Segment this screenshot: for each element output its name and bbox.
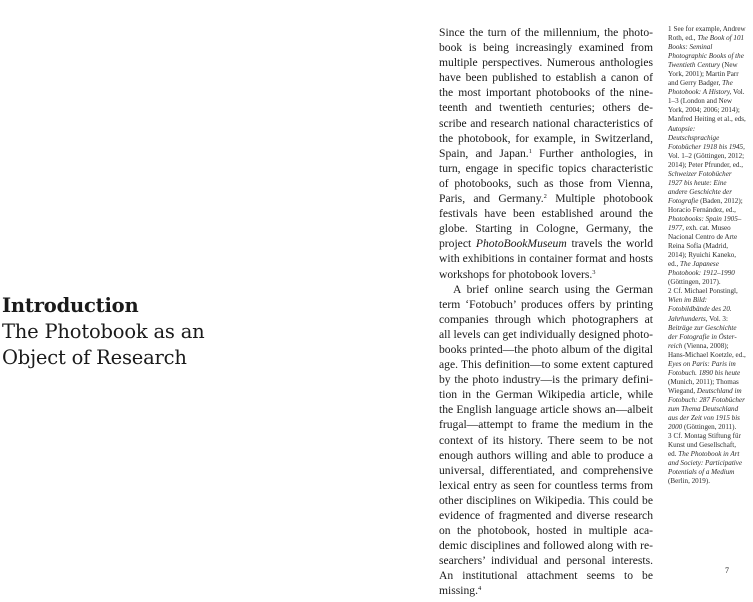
footnotes-column: [668, 25, 746, 486]
italic-text: The Photobook: A History,: [668, 79, 733, 97]
text-run: (Berlin, 2019).: [668, 477, 710, 486]
text-run: Cf. Montag Stiftung für Kunst und Gesellschaft, ed.: [668, 432, 741, 459]
text-run: (Vienna, 2008); Hans-Michael Koetzle, ed.,: [668, 341, 746, 359]
footnote-number: 2: [668, 287, 672, 296]
footnote-number: 3: [668, 432, 672, 441]
italic-text: Beiträge zur Geschichte der Fotografie in Österreich: [668, 323, 737, 350]
text-run: Vol. 3:: [707, 314, 728, 323]
italic-text: The Photobook in Art and Society: Participative Potentials of a Medium: [668, 450, 743, 477]
chapter-title: Introduction: [2, 294, 139, 317]
text-run: Cf. Michael Ponstingl,: [673, 287, 738, 296]
italic-text: Autopsie: Deutschsprachige Fotobücher 1918 bis 1945,: [668, 124, 745, 151]
text-run: Multiple photobook festivals have been established around the globe. Starting in Cologne, Germany, the project: [439, 192, 654, 251]
text-run: (New York, 2001); Martin Parr and Gerry Badger,: [668, 61, 739, 88]
chapter-heading: [2, 293, 252, 371]
text-run: (Göttingen, 2011).: [682, 423, 737, 432]
footnote-ref: 4: [477, 585, 482, 593]
text-run: (Baden, 2012); Horacio Fernández, ed.,: [668, 196, 743, 214]
body-paragraph: [439, 282, 653, 599]
body-text: [439, 25, 653, 599]
footnote: [668, 287, 746, 432]
text-run: Further anthologies, in turn, engage in specific topics characteristic of photobooks, such as those from Vienna, Paris, and Germany.: [439, 146, 653, 206]
italic-text: PhotoBookMuseum: [475, 237, 567, 251]
text-run: exh. cat. Museo Nacional Centro de Arte Reina Sofía (Madrid, 2014); Ryuichi Kaneko, ed.,: [668, 224, 738, 269]
italic-text: Schweizer Fotobücher 1927 bis heute: Eine andere Geschichte der Fotografie: [668, 169, 732, 205]
footnote-ref: 2: [543, 193, 547, 201]
footnote: [668, 25, 746, 287]
italic-text: Eyes on Paris: Paris im Fotobuch. 1890 bis heute: [668, 359, 741, 377]
text-run: travels the world with exhibitions in container format and hosts workshops for photobook lovers.: [439, 237, 654, 281]
text-run: See for example, Andrew Roth, ed.,: [668, 25, 746, 43]
text-run: Vol. 1–3 (London and New York, 2004; 2006; 2014); Manfred Heiting et al., eds,: [668, 88, 746, 124]
italic-text: Deutschland im Fotobuch: 287 Fotobücher zum Thema Deutschland aus der Zeit von 1915 bis 2000: [668, 386, 745, 432]
text-run: A brief online search using the German term ‘Fotobuch’ produces offers by printing companies through which photographers at all levels can get individually designed photobooks printed—the photo album of the digital age. This definition—to some extent captured by the photo industry—is the primary definition in the German Wikipedia article, while the English language article shows an—albeit frugal—attempt to frame the medium in the context of its history. There seem to be not enough authors willing and able to produce a universal, differentiated, and comprehensive lexical entry as seen for countless terms from other disciplines on Wikipedia. This could be evidence of fragmented and diverse research on the photobook, hosted in multiple academic disciplines and followed along with researchers’ individual and personal interests. An institutional attachment seems to be missing.: [439, 282, 653, 598]
text-run: (Munich, 2011); Thomas Wiegand,: [668, 377, 739, 395]
italic-text: The Book of 101 Books: Seminal Photographic Books of the Twentieth Century: [668, 34, 745, 70]
page-number: 7: [725, 566, 729, 575]
footnote-ref: 1: [528, 147, 532, 155]
text-run: Since the turn of the millennium, the photobook is being increasingly examined from multiple perspectives. Numerous anthologies have been published to establish a canon of the most important photobooks of the nineteenth and twentieth centuries; others describe and research national characteristics of the photobook, for example, in Switzerland, Spain, and Japan.: [439, 26, 653, 160]
footnote-number: 1: [668, 25, 672, 33]
footnote-ref: 3: [592, 268, 596, 276]
body-paragraph: [439, 25, 653, 282]
italic-text: The Japanese Photobook: 1912–1990: [668, 260, 735, 278]
footnote: [668, 432, 746, 486]
italic-text: Photobooks: Spain 1905–1977,: [668, 214, 742, 233]
chapter-subtitle: The Photobook as an Object of Research: [2, 320, 205, 369]
italic-text: Wien im Bild: Fotobildbände des 20. Jahrhunderts,: [668, 296, 732, 323]
text-run: Vol. 1–2 (Göttingen, 2012; 2014); Peter Pfrunder, ed.,: [668, 151, 745, 169]
text-run: (Göttingen, 2017).: [668, 278, 721, 287]
